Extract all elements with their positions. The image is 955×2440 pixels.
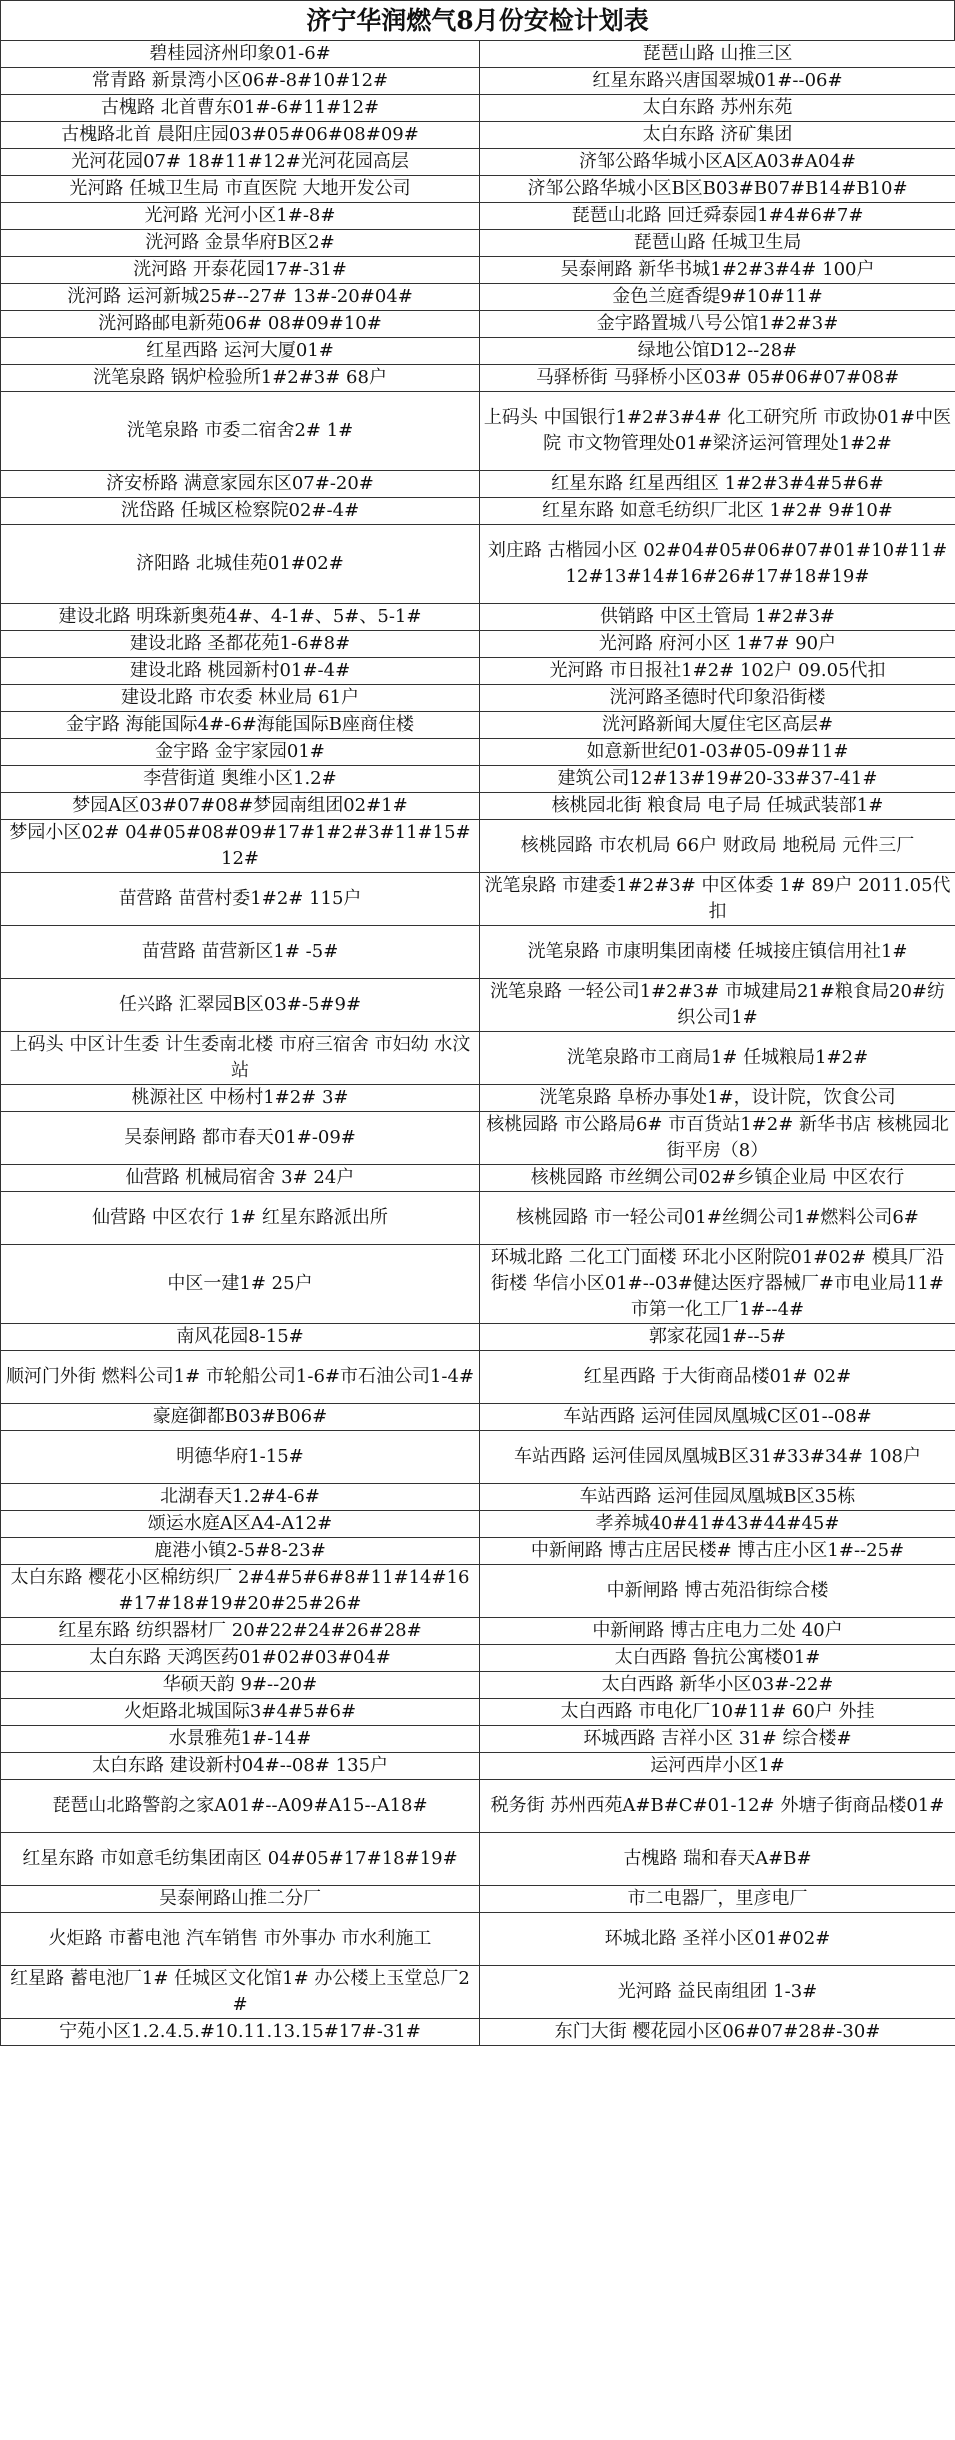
right-cell: 济邹公路华城小区B区B03#B07#B14#B10# [480, 176, 955, 203]
right-cell: 环城北路 二化工门面楼 环北小区附院01#02# 模具厂沿街楼 华信小区01#--03#健达医疗器械厂#市电业局11# 市第一化工厂1#--4# [480, 1245, 955, 1324]
left-cell: 豪庭御都B03#B06# [1, 1404, 480, 1431]
left-cell: 光河花园07# 18#11#12#光河花园高层 [1, 149, 480, 176]
right-cell: 洸笔泉路 市建委1#2#3# 中区体委 1# 89户 2011.05代扣 [480, 873, 955, 926]
right-cell: 琵琶山北路 回迁舜泰园1#4#6#7# [480, 203, 955, 230]
right-cell: 光河路 益民南组团 1-3# [480, 1966, 955, 2019]
left-cell: 洸河路邮电新苑06# 08#09#10# [1, 311, 480, 338]
right-cell: 济邹公路华城小区A区A03#A04# [480, 149, 955, 176]
left-cell: 明德华府1-15# [1, 1431, 480, 1484]
right-cell: 车站西路 运河佳园凤凰城B区35栋 [480, 1484, 955, 1511]
table-row [1, 1753, 955, 1780]
right-cell: 洸河路新闻大厦住宅区高层# [480, 712, 955, 739]
left-cell: 水景雅苑1#-14# [1, 1726, 480, 1753]
left-cell: 古槐路北首 晨阳庄园03#05#06#08#09# [1, 122, 480, 149]
left-cell: 红星西路 运河大厦01# [1, 338, 480, 365]
left-cell: 吴泰闸路山推二分厂 [1, 1886, 480, 1913]
table-row [1, 926, 955, 979]
table-row [1, 631, 955, 658]
left-cell: 宁苑小区1.2.4.5.#10.11.13.15#17#-31# [1, 2019, 480, 2046]
right-cell: 古槐路 瑞和春天A#B# [480, 1833, 955, 1886]
left-cell: 济安桥路 满意家园东区07#-20# [1, 471, 480, 498]
left-cell: 吴泰闸路 都市春天01#-09# [1, 1112, 480, 1165]
right-cell: 核桃园路 市农机局 66户 财政局 地税局 元件三厂 [480, 820, 955, 873]
right-cell: 车站西路 运河佳园凤凰城C区01--08# [480, 1404, 955, 1431]
left-cell: 苗营路 苗营村委1#2# 115户 [1, 873, 480, 926]
table-row [1, 392, 955, 471]
right-cell: 红星东路 如意毛纺织厂北区 1#2# 9#10# [480, 498, 955, 525]
left-cell: 火炬路 市蓄电池 汽车销售 市外事办 市水利施工 [1, 1913, 480, 1966]
right-cell: 运河西岸小区1# [480, 1753, 955, 1780]
table-row [1, 230, 955, 257]
right-cell: 洸笔泉路 市康明集团南楼 任城接庄镇信用社1# [480, 926, 955, 979]
table-row [1, 284, 955, 311]
table-row [1, 1192, 955, 1245]
right-cell: 税务街 苏州西苑A#B#C#01-12# 外塘子街商品楼01# [480, 1780, 955, 1833]
table-row [1, 176, 955, 203]
right-cell: 核桃园路 市公路局6# 市百货站1#2# 新华书店 核桃园北街平房（8） [480, 1112, 955, 1165]
left-cell: 上码头 中区计生委 计生委南北楼 市府三宿舍 市妇幼 水汶站 [1, 1032, 480, 1085]
right-cell: 吴泰闸路 新华书城1#2#3#4# 100户 [480, 257, 955, 284]
left-cell: 洸河路 开泰花园17#-31# [1, 257, 480, 284]
right-cell: 红星东路 红星西组区 1#2#3#4#5#6# [480, 471, 955, 498]
left-cell: 太白东路 樱花小区棉纺织厂 2#4#5#6#8#11#14#16#17#18#19#20#25#26# [1, 1565, 480, 1618]
right-cell: 核桃园路 市丝绸公司02#乡镇企业局 中区农行 [480, 1165, 955, 1192]
right-cell: 太白西路 市电化厂10#11# 60户 外挂 [480, 1699, 955, 1726]
right-cell: 刘庄路 古楷园小区 02#04#05#06#07#01#10#11#12#13#14#16#26#17#18#19# [480, 525, 955, 604]
table-row [1, 685, 955, 712]
table-row [1, 739, 955, 766]
right-cell: 上码头 中国银行1#2#3#4# 化工研究所 市政协01#中医院 市文物管理处01#梁济运河管理处1#2# [480, 392, 955, 471]
table-row [1, 1112, 955, 1165]
table-row [1, 979, 955, 1032]
left-cell: 北湖春天1.2#4-6# [1, 1484, 480, 1511]
left-cell: 苗营路 苗营新区1# -5# [1, 926, 480, 979]
left-cell: 中区一建1# 25户 [1, 1245, 480, 1324]
left-cell: 济阳路 北城佳苑01#02# [1, 525, 480, 604]
left-cell: 红星路 蓄电池厂1# 任城区文化馆1# 办公楼上玉堂总厂2# [1, 1966, 480, 2019]
left-cell: 梦园A区03#07#08#梦园南组团02#1# [1, 793, 480, 820]
schedule-table [0, 40, 955, 2046]
right-cell: 中新闸路 博古苑沿街综合楼 [480, 1565, 955, 1618]
left-cell: 古槐路 北首曹东01#-6#11#12# [1, 95, 480, 122]
table-row [1, 793, 955, 820]
right-cell: 红星西路 于大街商品楼01# 02# [480, 1351, 955, 1404]
table-row [1, 1726, 955, 1753]
left-cell: 梦园小区02# 04#05#08#09#17#1#2#3#11#15#12# [1, 820, 480, 873]
right-cell: 建筑公司12#13#19#20-33#37-41# [480, 766, 955, 793]
right-cell: 核桃园路 市一轻公司01#丝绸公司1#燃料公司6# [480, 1192, 955, 1245]
table-row [1, 820, 955, 873]
right-cell: 车站西路 运河佳园凤凰城B区31#33#34# 108户 [480, 1431, 955, 1484]
right-cell: 红星东路兴唐国翠城01#--06# [480, 68, 955, 95]
left-cell: 任兴路 汇翠园B区03#-5#9# [1, 979, 480, 1032]
left-cell: 红星东路 纺织器材厂 20#22#24#26#28# [1, 1618, 480, 1645]
right-cell: 洸笔泉路市工商局1# 任城粮局1#2# [480, 1032, 955, 1085]
table-row [1, 1324, 955, 1351]
table-row [1, 1833, 955, 1886]
table-row [1, 338, 955, 365]
table-row [1, 658, 955, 685]
right-cell: 如意新世纪01-03#05-09#11# [480, 739, 955, 766]
right-cell: 太白西路 鲁抗公寓楼01# [480, 1645, 955, 1672]
table-row [1, 1484, 955, 1511]
left-cell: 南风花园8-15# [1, 1324, 480, 1351]
left-cell: 光河路 任城卫生局 市直医院 大地开发公司 [1, 176, 480, 203]
table-row [1, 203, 955, 230]
table-row [1, 1431, 955, 1484]
right-cell: 太白东路 济矿集团 [480, 122, 955, 149]
table-row [1, 1699, 955, 1726]
table-row [1, 1032, 955, 1085]
table-row [1, 471, 955, 498]
left-cell: 碧桂园济州印象01-6# [1, 41, 480, 68]
right-cell: 洸笔泉路 阜桥办事处1#，设计院，饮食公司 [480, 1085, 955, 1112]
table-row [1, 122, 955, 149]
left-cell: 金宇路 金宇家园01# [1, 739, 480, 766]
left-cell: 洸岱路 任城区检察院02#-4# [1, 498, 480, 525]
right-cell: 供销路 中区土管局 1#2#3# [480, 604, 955, 631]
left-cell: 洸河路 运河新城25#--27# 13#-20#04# [1, 284, 480, 311]
table-row [1, 1780, 955, 1833]
right-cell: 光河路 市日报社1#2# 102户 09.05代扣 [480, 658, 955, 685]
left-cell: 顺河门外街 燃料公司1# 市轮船公司1-6#市石油公司1-4# [1, 1351, 480, 1404]
schedule-table-body [1, 41, 955, 2046]
right-cell: 洸河路圣德时代印象沿街楼 [480, 685, 955, 712]
right-cell: 环城西路 吉祥小区 31# 综合楼# [480, 1726, 955, 1753]
table-row [1, 68, 955, 95]
left-cell: 洸河路 金景华府B区2# [1, 230, 480, 257]
left-cell: 李营街道 奥维小区1.2# [1, 766, 480, 793]
right-cell: 郭家花园1#--5# [480, 1324, 955, 1351]
table-row [1, 1618, 955, 1645]
left-cell: 建设北路 圣都花苑1-6#8# [1, 631, 480, 658]
left-cell: 建设北路 市农委 林业局 61户 [1, 685, 480, 712]
left-cell: 光河路 光河小区1#-8# [1, 203, 480, 230]
left-cell: 仙营路 机械局宿舍 3# 24户 [1, 1165, 480, 1192]
left-cell: 桃源社区 中杨村1#2# 3# [1, 1085, 480, 1112]
right-cell: 光河路 府河小区 1#7# 90户 [480, 631, 955, 658]
table-row [1, 1966, 955, 2019]
table-row [1, 257, 955, 284]
right-cell: 太白东路 苏州东苑 [480, 95, 955, 122]
right-cell: 洸笔泉路 一轻公司1#2#3# 市城建局21#粮食局20#纺织公司1# [480, 979, 955, 1032]
left-cell: 建设北路 桃园新村01#-4# [1, 658, 480, 685]
table-row [1, 712, 955, 739]
table-row [1, 498, 955, 525]
right-cell: 马驿桥街 马驿桥小区03# 05#06#07#08# [480, 365, 955, 392]
right-cell: 金宇路置城八号公馆1#2#3# [480, 311, 955, 338]
table-row [1, 1645, 955, 1672]
left-cell: 颂运水庭A区A4-A12# [1, 1511, 480, 1538]
table-row [1, 604, 955, 631]
right-cell: 环城北路 圣祥小区01#02# [480, 1913, 955, 1966]
right-cell: 东门大街 樱花园小区06#07#28#-30# [480, 2019, 955, 2046]
left-cell: 火炬路北城国际3#4#5#6# [1, 1699, 480, 1726]
table-row [1, 1672, 955, 1699]
table-row [1, 873, 955, 926]
right-cell: 金色兰庭香缇9#10#11# [480, 284, 955, 311]
left-cell: 鹿港小镇2-5#8-23# [1, 1538, 480, 1565]
right-cell: 绿地公馆D12--28# [480, 338, 955, 365]
right-cell: 琵琶山路 山推三区 [480, 41, 955, 68]
table-row [1, 1538, 955, 1565]
right-cell: 中新闸路 博古庄居民楼# 博古庄小区1#--25# [480, 1538, 955, 1565]
table-row [1, 41, 955, 68]
left-cell: 红星东路 市如意毛纺集团南区 04#05#17#18#19# [1, 1833, 480, 1886]
table-row [1, 1165, 955, 1192]
left-cell: 洸笔泉路 市委二宿舍2# 1# [1, 392, 480, 471]
left-cell: 仙营路 中区农行 1# 红星东路派出所 [1, 1192, 480, 1245]
table-row [1, 1085, 955, 1112]
right-cell: 核桃园北街 粮食局 电子局 任城武装部1# [480, 793, 955, 820]
table-row [1, 311, 955, 338]
right-cell: 孝养城40#41#43#44#45# [480, 1511, 955, 1538]
right-cell: 琵琶山路 任城卫生局 [480, 230, 955, 257]
table-row [1, 1245, 955, 1324]
table-row [1, 365, 955, 392]
left-cell: 华硕天韵 9#--20# [1, 1672, 480, 1699]
table-row [1, 1913, 955, 1966]
left-cell: 建设北路 明珠新奥苑4#、4-1#、5#、5-1# [1, 604, 480, 631]
table-row [1, 766, 955, 793]
left-cell: 金宇路 海能国际4#-6#海能国际B座商住楼 [1, 712, 480, 739]
right-cell: 太白西路 新华小区03#-22# [480, 1672, 955, 1699]
table-row [1, 1511, 955, 1538]
table-row [1, 1404, 955, 1431]
table-row [1, 1886, 955, 1913]
table-row [1, 1351, 955, 1404]
table-row [1, 1565, 955, 1618]
table-row [1, 2019, 955, 2046]
sheet-title: 济宁华润燃气8月份安检计划表 [0, 0, 955, 40]
left-cell: 太白东路 天鸿医药01#02#03#04# [1, 1645, 480, 1672]
left-cell: 太白东路 建设新村04#--08# 135户 [1, 1753, 480, 1780]
right-cell: 市二电器厂，里彦电厂 [480, 1886, 955, 1913]
left-cell: 常青路 新景湾小区06#-8#10#12# [1, 68, 480, 95]
table-row [1, 525, 955, 604]
table-row [1, 95, 955, 122]
left-cell: 琵琶山北路警韵之家A01#--A09#A15--A18# [1, 1780, 480, 1833]
right-cell: 中新闸路 博古庄电力二处 40户 [480, 1618, 955, 1645]
left-cell: 洸笔泉路 锅炉检验所1#2#3# 68户 [1, 365, 480, 392]
table-row [1, 149, 955, 176]
